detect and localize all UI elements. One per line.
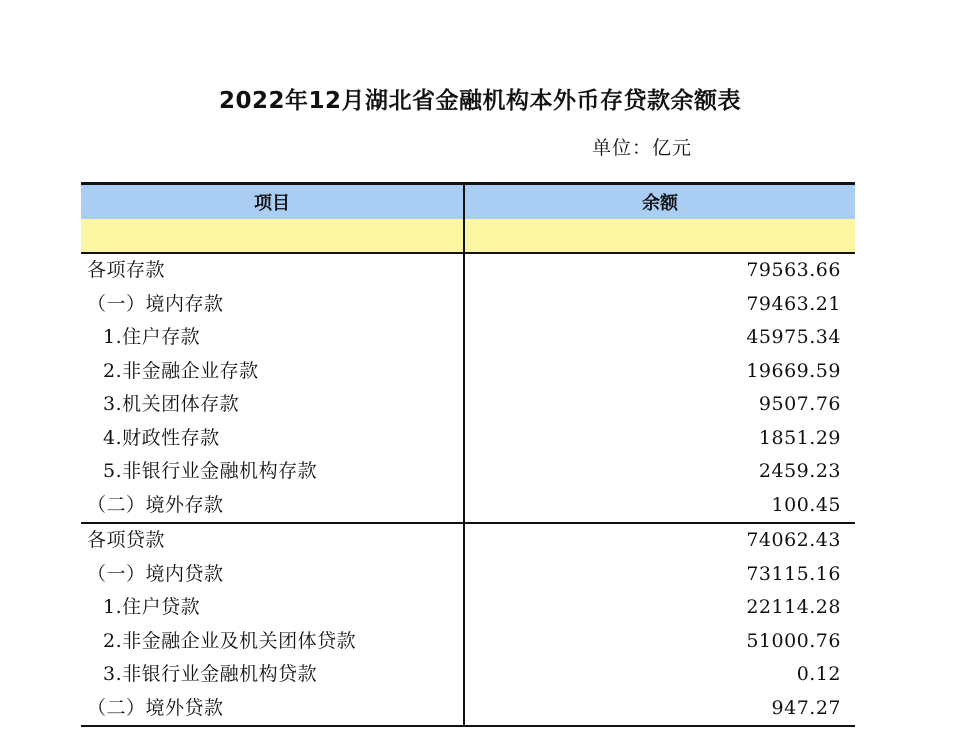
- table-row: [465, 422, 855, 456]
- row-value: 19669.59: [746, 359, 841, 382]
- row-label: （一）境内存款: [87, 292, 224, 315]
- row-value: 9507.76: [758, 393, 841, 415]
- row-value: 74062.43: [746, 529, 841, 551]
- table-row: [81, 625, 463, 659]
- unit-label: 单位：亿元: [592, 137, 693, 159]
- row-value: 0.12: [796, 663, 841, 685]
- row-value: 1851.29: [758, 426, 841, 449]
- row-value: 100.45: [771, 493, 841, 516]
- deposits-values-column: [465, 254, 855, 522]
- table-row: [465, 489, 855, 523]
- row-label: 2.非金融企业存款: [103, 359, 259, 382]
- loans-labels-column: [81, 524, 465, 725]
- row-label: 各项存款: [87, 259, 166, 281]
- row-label: 2.非金融企业及机关团体贷款: [103, 629, 357, 652]
- table-row: [81, 692, 463, 726]
- table-row: [465, 288, 855, 322]
- row-label: 5.非银行业金融机构存款: [103, 460, 318, 482]
- table-row: [81, 455, 463, 489]
- table-row: [81, 591, 463, 625]
- table-row: [465, 455, 855, 489]
- deposits-section: [81, 254, 855, 522]
- table-row: [465, 558, 855, 592]
- row-label: （一）境内贷款: [87, 562, 224, 585]
- table-row: [465, 591, 855, 625]
- table-row: [81, 254, 463, 288]
- table-row: [81, 288, 463, 322]
- row-value: 45975.34: [746, 326, 841, 348]
- row-label: 各项贷款: [87, 529, 166, 551]
- table-row: [81, 524, 463, 558]
- row-label: 1.住户存款: [103, 326, 201, 348]
- table-row: [465, 658, 855, 692]
- highlight-cell-right: [465, 219, 855, 252]
- table-row: [465, 692, 855, 726]
- deposits-labels-column: [81, 254, 465, 522]
- loans-section: [81, 524, 855, 725]
- table-row: [465, 388, 855, 422]
- page-title: 2022年12月湖北省金融机构本外币存贷款余额表: [218, 88, 742, 114]
- table-row: [465, 321, 855, 355]
- row-value: 79563.66: [746, 259, 841, 281]
- table-row: [81, 388, 463, 422]
- row-value: 947.27: [771, 696, 841, 719]
- row-label: 3.非银行业金融机构贷款: [103, 663, 318, 685]
- row-label: （二）境外存款: [87, 493, 224, 516]
- table-row: [465, 625, 855, 659]
- row-label: 3.机关团体存款: [103, 393, 240, 415]
- table-row: [465, 355, 855, 389]
- bottom-rule: [81, 725, 855, 727]
- row-value: 79463.21: [746, 292, 841, 315]
- header-amount: 余额: [642, 193, 678, 214]
- loans-values-column: [465, 524, 855, 725]
- table-row: [81, 422, 463, 456]
- highlight-row: [81, 219, 855, 252]
- row-label: （二）境外贷款: [87, 696, 224, 719]
- table-header: [81, 185, 855, 219]
- table-row: [465, 254, 855, 288]
- row-value: 51000.76: [746, 629, 841, 652]
- table-row: [81, 489, 463, 523]
- table-row: [81, 558, 463, 592]
- row-label: 1.住户贷款: [103, 596, 201, 618]
- row-value: 22114.28: [746, 596, 841, 618]
- balance-table: [81, 182, 855, 727]
- table-row: [81, 355, 463, 389]
- header-item: 项目: [81, 185, 465, 219]
- table-row: [465, 524, 855, 558]
- row-value: 73115.16: [746, 562, 841, 585]
- table-row: [81, 321, 463, 355]
- row-value: 2459.23: [758, 460, 841, 482]
- table-row: [81, 658, 463, 692]
- highlight-cell-left: [81, 219, 465, 252]
- row-label: 4.财政性存款: [103, 426, 220, 449]
